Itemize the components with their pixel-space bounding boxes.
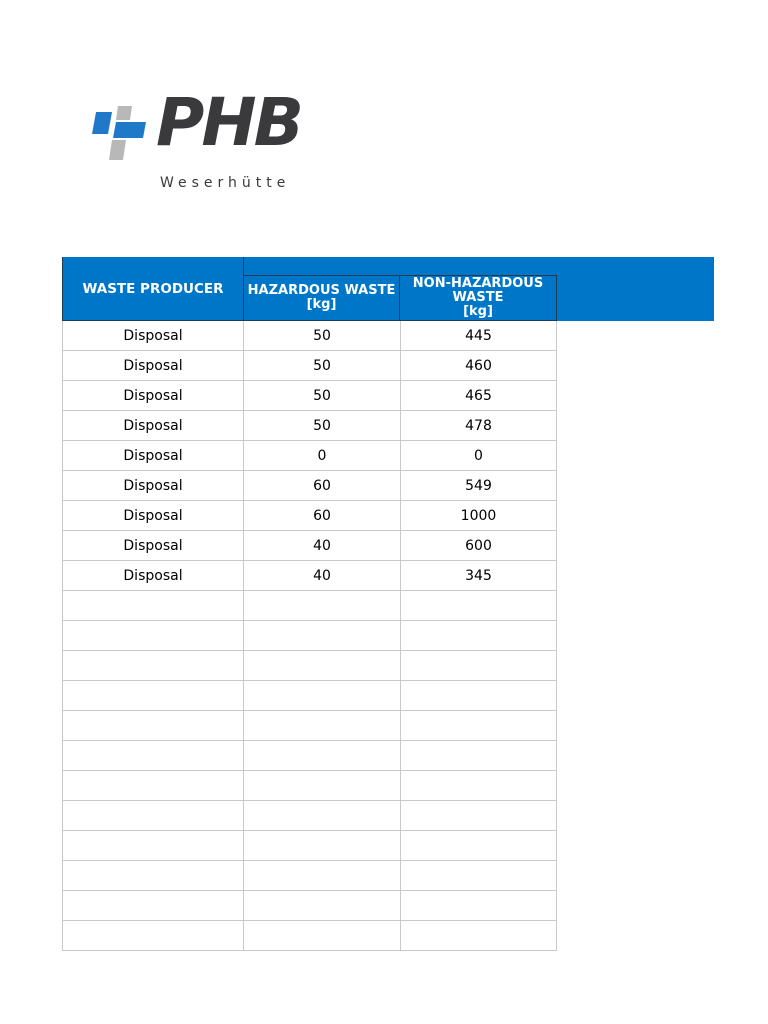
- cell-hazardous: 40: [244, 561, 401, 590]
- logo-brand-text: PHB: [156, 84, 301, 161]
- table-row: [62, 321, 557, 351]
- cell-hazardous: [244, 921, 401, 950]
- cell-non-hazardous: [401, 651, 557, 680]
- cell-hazardous: 60: [244, 501, 401, 530]
- header-nonhaz-unit: [kg]: [463, 304, 493, 319]
- table-row: [62, 351, 557, 381]
- table-row: [62, 411, 557, 441]
- cell-hazardous: 50: [244, 321, 401, 350]
- cell-producer: [62, 621, 244, 650]
- cell-non-hazardous: 345: [401, 561, 557, 590]
- company-logo: [88, 84, 338, 194]
- cell-hazardous: [244, 771, 401, 800]
- table-row: [62, 651, 557, 681]
- header-hazardous-waste: [244, 276, 400, 321]
- cell-producer: [62, 591, 244, 620]
- cell-non-hazardous: [401, 891, 557, 920]
- cell-non-hazardous: 460: [401, 351, 557, 380]
- cell-producer: [62, 891, 244, 920]
- table-row: [62, 801, 557, 831]
- header-nonhaz-label-1: NON-HAZARDOUS: [412, 276, 544, 291]
- header-hazardous-unit: [kg]: [306, 297, 337, 312]
- cell-producer: Disposal: [62, 561, 244, 590]
- table-row: [62, 531, 557, 561]
- cell-producer: [62, 831, 244, 860]
- cell-producer: [62, 771, 244, 800]
- header-nonhaz-label-2: WASTE: [452, 290, 504, 305]
- cell-non-hazardous: 600: [401, 531, 557, 560]
- table-row: [62, 711, 557, 741]
- table-row: [62, 681, 557, 711]
- cell-non-hazardous: [401, 831, 557, 860]
- cell-non-hazardous: 445: [401, 321, 557, 350]
- cell-non-hazardous: 478: [401, 411, 557, 440]
- header-non-hazardous-waste: [400, 276, 557, 321]
- cell-producer: [62, 681, 244, 710]
- waste-table-body: [62, 321, 557, 951]
- cell-producer: Disposal: [62, 501, 244, 530]
- header-waste-producer: [62, 257, 244, 321]
- cell-hazardous: 50: [244, 411, 401, 440]
- header-producer-label: WASTE PRODUCER: [82, 280, 224, 297]
- table-row: [62, 771, 557, 801]
- cell-non-hazardous: 0: [401, 441, 557, 470]
- cell-hazardous: [244, 711, 401, 740]
- table-row: [62, 891, 557, 921]
- cell-hazardous: [244, 801, 401, 830]
- cell-non-hazardous: [401, 591, 557, 620]
- cell-hazardous: 40: [244, 531, 401, 560]
- header-hazardous-label: HAZARDOUS WASTE: [247, 283, 396, 298]
- cell-producer: Disposal: [62, 471, 244, 500]
- cell-producer: [62, 711, 244, 740]
- table-row: [62, 591, 557, 621]
- table-row: [62, 741, 557, 771]
- cell-non-hazardous: [401, 741, 557, 770]
- cell-producer: [62, 741, 244, 770]
- table-row: [62, 861, 557, 891]
- cell-producer: Disposal: [62, 381, 244, 410]
- cell-hazardous: [244, 651, 401, 680]
- table-row: [62, 501, 557, 531]
- cell-non-hazardous: 549: [401, 471, 557, 500]
- table-row: [62, 561, 557, 591]
- table-row: [62, 471, 557, 501]
- cell-hazardous: [244, 831, 401, 860]
- cell-hazardous: 0: [244, 441, 401, 470]
- cell-hazardous: [244, 681, 401, 710]
- cell-non-hazardous: [401, 711, 557, 740]
- cell-non-hazardous: [401, 681, 557, 710]
- logo-mark-icon: [88, 102, 158, 162]
- cell-producer: [62, 801, 244, 830]
- cell-hazardous: [244, 741, 401, 770]
- logo-subtitle: Weserhütte: [160, 175, 291, 191]
- cell-non-hazardous: 1000: [401, 501, 557, 530]
- table-row: [62, 441, 557, 471]
- cell-non-hazardous: [401, 921, 557, 950]
- table-row: [62, 831, 557, 861]
- cell-non-hazardous: [401, 771, 557, 800]
- cell-producer: [62, 921, 244, 950]
- cell-producer: Disposal: [62, 351, 244, 380]
- cell-non-hazardous: 465: [401, 381, 557, 410]
- cell-non-hazardous: [401, 801, 557, 830]
- cell-hazardous: [244, 621, 401, 650]
- cell-producer: [62, 861, 244, 890]
- table-row: [62, 381, 557, 411]
- cell-hazardous: [244, 891, 401, 920]
- cell-producer: Disposal: [62, 411, 244, 440]
- cell-hazardous: 50: [244, 381, 401, 410]
- cell-hazardous: 50: [244, 351, 401, 380]
- cell-non-hazardous: [401, 621, 557, 650]
- table-row: [62, 621, 557, 651]
- cell-producer: Disposal: [62, 531, 244, 560]
- cell-hazardous: [244, 861, 401, 890]
- cell-producer: Disposal: [62, 441, 244, 470]
- table-row: [62, 921, 557, 951]
- cell-producer: [62, 651, 244, 680]
- cell-hazardous: 60: [244, 471, 401, 500]
- cell-hazardous: [244, 591, 401, 620]
- cell-producer: Disposal: [62, 321, 244, 350]
- cell-non-hazardous: [401, 861, 557, 890]
